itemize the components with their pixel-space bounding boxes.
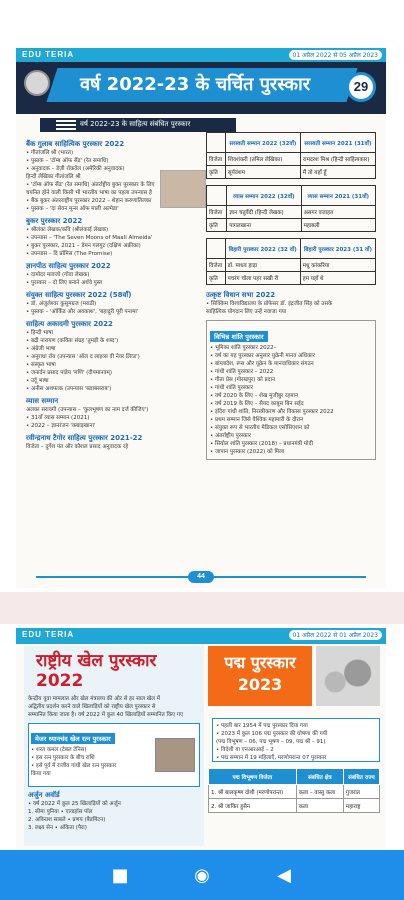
date-range-tab: 01 अप्रैल 2022 से 01 अप्रैल 2023 [289,630,382,640]
text-line: • डॉ. अंजुलेश्वर कुसुमग्रज (मराठी) [26,301,97,307]
text-line: 3. लक्ष्य सेन • अंकिता (पैरा) [28,825,87,831]
text-line: • विदेशी या एनआरआई – 2 [216,747,274,753]
author-photo [160,170,206,208]
text-line: • गीतांजलि श्री (भारत) [26,150,74,156]
section-heading: व्यास सम्मान [26,397,59,405]
text-line: • अनीस अशफाक (उपन्यास 'ख्वाबसराब') [26,386,112,392]
table-cell: डॉ. माधव हाड़ा [225,259,300,272]
table-row [207,219,376,232]
text-line: • उर्दू भाषा [26,378,49,384]
text-line: • अंग्रेजी भाषा [26,346,56,352]
text-line: • सिक्किम विश्वविद्यालय के प्रोफेसर डॉ. इंद्रजीत सिंह को उसके [206,301,333,307]
padma-info-box [212,718,380,762]
table-cell: सूर्यवंशम [225,166,300,179]
page-number-badge: 29 [346,72,376,102]
text-line: • श्रीलंका लेखक/कवि (श्रीलंकाई लेखक) [26,227,109,233]
text-line: • 31वाँ व्यास सम्मान (2021) [26,415,90,421]
section-booker [26,217,206,258]
table-row [207,206,376,219]
table-cell: विजेता [207,153,226,166]
text-line: • सियोल शांति पुरस्कार (2018) – प्रधानमंत्री मोदी [210,441,313,447]
table-cell: कला – वास्तु कला [296,785,343,799]
text-line: • पुरस्कार – दो लिए बनाने अर्थवे पुस्त [26,280,103,286]
text-line: • पुस्तक – 'दा सेवन मून्स ऑफ माली अल्मेडा' [26,206,119,212]
home-button[interactable] [188,861,216,889]
table-cell: मधु कांकरिया [300,259,375,272]
table-header [207,186,227,206]
padma-vibhushan-table [208,768,380,813]
text-line: • वर्ष 2019 के लिए – सैयद काबूस बिन सईद [210,401,304,407]
text-line: 2. अविनाश साबले • प्रणय (बैडमिंटन) [28,817,106,823]
table-cell: कृति [207,219,227,232]
table-cell: कला [296,799,343,813]
table-cell: पागलखाना [227,219,301,232]
brand-logo: EDU TERIA [22,50,75,59]
table-cell: रामदरश मिश्र (हिन्दी साहित्यकार) [300,153,375,166]
table-row [207,259,376,272]
text-line: (पद्म विभूषण – 06, पद्म भूषण – 09, पद्म श्री – 91) [216,739,326,745]
table-header [207,239,226,259]
text-line: • हिन्दी भाषा [26,330,54,336]
back-button[interactable] [270,861,298,889]
text-line: • पुस्तक – 'टॉम्ब ऑफ सैंड' (रेत समाधि) [26,158,109,164]
section-heading: उत्कृष्ट विधान सभा 2022 [206,291,276,299]
text-line: • पहली बार 1954 में पद्म पुरस्कार दिया गया [216,723,308,729]
table-header [207,133,226,153]
text-line: अद्वितीय प्रदर्शन करने वाले खिलाड़ियों को राष्ट्रीय खेल पुरस्कार से [28,704,156,710]
text-line: • भूमिका शांति पुरस्कार 2022– [210,345,277,351]
recents-button[interactable] [106,861,134,889]
status-bar [0,0,404,34]
table-header: व्यास सम्मान 2021 (31वाँ) [301,186,375,206]
text-line: • इसे पूर्व में राजीव गांधी खेल रत्न पुरस्कार [31,763,117,769]
text-line: • बुकर पुरस्कार, 2021 – डेमन गलगुट (दक्षिण अफ्रीका) [26,243,141,249]
table-cell: 1. श्री बालकृष्ण दोशी (मरणोपरान्त) [209,785,297,799]
table-cell: हम यहाँ थे [300,272,375,285]
text-line: • अंतर्राष्ट्रीय पुरस्कार [210,433,251,439]
circle-icon: ◉ [194,864,210,886]
text-line: • 'टॉम्ब ऑफ सैंड' (रेत समाधि) अंतर्राष्ट्रीय बुकर पुरस्कार के लिए [26,182,155,188]
text-line: सम्मानित किया जाता है। वर्ष 2022 में कुल 40 खिलाड़ियों सम्मानित किए गए [28,712,184,718]
table-row [207,166,376,179]
table-cell: असगर वजाहत [301,206,375,219]
table-cell: कृति [207,272,226,285]
text-line: • संस्कृत भाषा [26,362,56,368]
section-akademi [26,320,206,393]
table-cell: शिवशंकरी (तमिल लेखिका) [225,153,300,166]
text-line: किया गया [31,771,51,777]
box-title: मेजर ध्यानचंद खेल रत्न पुरस्कार [31,733,115,744]
text-line: • गीता प्रेस (गोरखपुर) को प्रदान [210,377,276,383]
text-line: चयनित होने वाली किसी भी भारतीय भाषा का पहला उपन्यास है [26,190,152,196]
square-icon: ■ [111,864,129,886]
left-column [24,646,204,846]
magazine-page-2 [16,628,386,850]
section-heading: ज्ञानपीठ साहित्य पुरस्कार 2022 [26,262,111,270]
stripes-icon [56,120,76,130]
table-row [207,272,376,285]
text-line: • बांग्लादेश, रूस और यूक्रेन के मानवाधिकार संगठन [210,361,314,367]
text-line: • बैंक बुकर अंतरराष्ट्रीय पुरस्कार 2022 – शेहान करुणातिलका [26,198,152,204]
text-line: अलका सरावगी (उपन्यास – 'कुलभूषण का नाम दर्ज कीजिए') [26,407,149,413]
table-cell: महाबली [301,219,375,232]
vyas-table [206,185,376,232]
table-cell: विजेता [207,206,227,219]
left-column [26,136,206,566]
medals-image [316,646,380,706]
section-title: राष्ट्रीय खेल पुरस्कार 2022 [36,651,157,691]
section-heading: संयुक्त साहित्य पुरस्कार 2022 (58वाँ) [26,291,132,299]
section-heading: रवीन्द्रनाथ टैगोर साहित्य पुरस्कार 2021-22 [26,434,143,442]
text-line: • वर्ष 2020 के लिए – शेख मुजीबुर रहमान [210,393,298,399]
text-line: • शरत कमल (टेबल टेनिस) [31,747,87,753]
medal-icon [24,70,50,96]
text-line: • जनार्दन प्रसाद पांडेय 'मणि' (दीपमानवम्) [26,370,112,376]
text-line: • वर्ष का यह पुरस्कार अनुसार युक्रेनी मानव अधिकार [210,353,315,359]
text-line: • संयुक्त रूप से भारतीय मेडिकल एसोसिएशन को [210,425,310,431]
text-line: • अनुराधा रॉय (उपन्यास 'ऑल द लाइव्स वी नेवर लिव्ड') [26,354,140,360]
table-cell: 2. श्री जाकिर हुसैन [209,799,297,813]
navigation-bar [0,850,404,900]
text-line: विजेता – दुर्गेश पंत और कौशल प्रसाद अनुवादक रहे [26,444,129,450]
page-footer [16,570,386,584]
page-header-bar [16,628,386,644]
section-heading: अर्जुन अवॉर्ड [28,791,60,799]
table-cell: विजेता [207,259,226,272]
section-sahitya [26,291,206,316]
saraswati-table [206,132,376,179]
text-line: • इस रत्न पुरस्कार के बीच राशि [31,755,95,761]
section-title: पद्म पुरस्कार 2023 [208,646,312,706]
table-header: पद्म विभूषण विजेता [209,769,297,785]
text-line: • दामोदर मावजो (गोवा लेखक) [26,272,90,278]
table-cell: मैं तो यहाँ हूँ [300,166,375,179]
table-header: बिहारी पुरस्कार 2023 (31 वाँ) [300,239,375,259]
table-header: बिहारी पुरस्कार 2022 (32 वाँ) [225,239,300,259]
khel-ratna-box [28,723,200,787]
text-line: • 2022 – ज्ञानरंजन 'कबाड़खाना' [26,423,96,429]
table-header: व्यास सम्मान 2022 (32वाँ) [227,186,301,206]
section-jnanpith [26,262,206,287]
table-cell: कृति [207,166,226,179]
text-line: • उपन्यास – दि प्रॉमिस (The Promise) [26,251,113,257]
section-subtitle: वर्ष 2022-23 के साहित्य संबंधित पुरस्कार [40,118,236,132]
page-gap [0,592,404,624]
page-header-bar [16,48,386,62]
text-line: साहित्यिक योगदान लिए उन्हें नवाजा गया [206,309,287,315]
footer-page-number: 44 [188,571,214,583]
text-line: • जापान पुरस्कार (2022) को मिला [210,449,285,455]
text-line: • 2023 में कुल 106 पद्म पुरस्कार की घोषणा की गयी [216,731,328,737]
magazine-page-1 [16,48,386,588]
section-heading: साहित्य अकादमी पुरस्कार 2022 [26,320,113,328]
triangle-back-icon: ◀ [277,864,291,886]
right-column [208,646,380,846]
table-cell: ज्ञान चतुर्वेदी (हिन्दी लेखक) [227,206,301,219]
text-line: हिन्दी लेखिका गीतांजलि श्री [26,174,81,180]
text-line: 1. सीमा पुनिया • एल्डहॉस पॉल [28,809,93,815]
date-range-tab: 01 अप्रैल 2022 से 05 अप्रैल 2023 [289,50,382,60]
award-photo [155,738,195,772]
table-cell: पचरंग चोला पहर सखी री [225,272,300,285]
brand-logo: EDU TERIA [22,630,75,639]
text-line: • पद्म सम्मान में 19 महिलाएँ, मरणोपरान्त 07 पुरस्कार [216,755,327,761]
section-tagore [26,434,206,451]
table-cell: महाराष्ट्र [343,799,379,813]
table-cell: गुजरात [343,785,379,799]
text-line: • अनुवादक – डेज़ी रॉकवेल (अमेरिकी अनुवादक) [26,166,125,172]
text-line: • इंदिरा गांधी शांति, निरस्त्रीकरण और विकास पुरस्कार 2022 [210,409,334,415]
table-header: संबंधित क्षेत्र [296,769,343,785]
section-heading: बैंक गुलाब साहित्यिक पुरस्कार 2022 [26,140,125,148]
table-row [209,799,380,813]
section-vyas [26,397,206,430]
table-row [209,785,380,799]
text-line: • उपन्यास – 'The Seven Moons of Maali Almeida' [26,235,153,241]
box-title: विभिन्न शांति पुरस्कार [210,331,268,342]
text-line: • गांधी शांति पुरस्कार [210,385,253,391]
section-heading: बुकर पुरस्कार 2022 [26,217,83,225]
text-line: • गांधी शांति पुरस्कार – 2022 [210,369,274,375]
right-column [206,132,376,572]
table-header: सरस्वती सम्मान 2022 (32वाँ) [225,133,300,153]
bihari-table [206,238,376,285]
text-line: • पुस्तक – 'ऑर्किड और अवकाश', 'बहादुरी पूरी पनामा' [26,309,139,315]
text-line: केन्द्रीय युवा मामलात और खेल मंत्रालय की ओर से हर साल खेल में [28,696,160,702]
section-vidhan-sabha [206,291,376,316]
text-line: • वर्ष 2022 में कुल 25 खिलाड़ियों को अर्जुन [28,801,121,807]
table-header: सरस्वती सम्मान 2021 (31वाँ) [300,133,375,153]
table-row [207,153,376,166]
table-header: संबंधित राज्य [343,769,379,785]
page-title: वर्ष 2022-23 के चर्चित पुरस्कार [80,74,311,95]
text-line: • प्रथम सम्मान जिसे वैश्विक महामारी के दौरान [210,417,304,423]
peace-prize-box [206,320,376,460]
text-line: • बद्री नारायण (कविता संग्रह 'तुमड़ी के शब्द') [26,338,119,344]
